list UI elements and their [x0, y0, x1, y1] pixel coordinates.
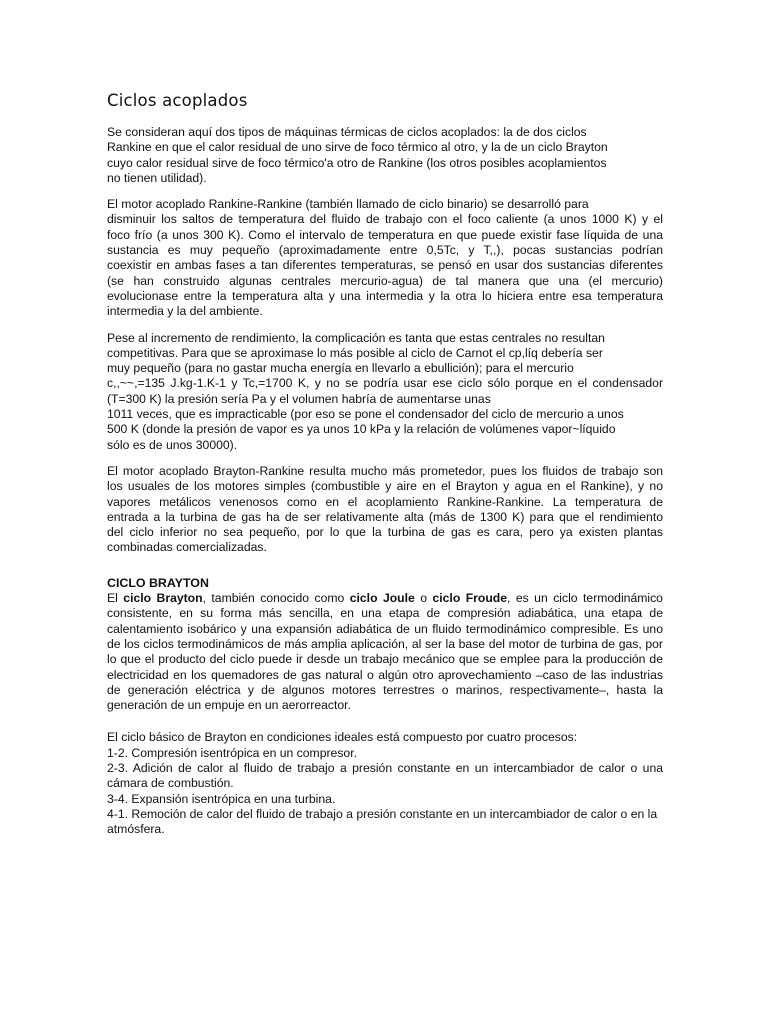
bold-term: ciclo Brayton: [123, 591, 203, 606]
text-line: El motor acoplado Brayton-Rankine resulta mucho más prometedor, pues los fluidos de trabajo son: [107, 463, 663, 478]
text-line: 1011 veces, que es impracticable (por eso se pone el condensador del ciclo de mercurio a unos: [107, 407, 624, 422]
paragraph-procesos: [107, 730, 663, 837]
paragraph-intro: [107, 125, 663, 186]
text-line: coexistir en ambas fases a tan diferentes temperaturas, se pensó en usar dos sustancias diferentes: [107, 258, 663, 273]
text-line: Pese al incremento de rendimiento, la complicación es tanta que estas centrales no resultan: [107, 330, 605, 345]
text-line: entrada a la turbina de gas ha de ser relativamente alta (más de 1300 K) para que el rendimiento: [107, 509, 663, 524]
list-item: 4-1. Remoción de calor del fluido de trabajo a presión constante en un intercambiador de calor o en la atmósfera.: [107, 806, 658, 837]
bold-term: ciclo Joule: [349, 591, 415, 606]
paragraph-brayton-rankine: [107, 464, 663, 556]
paragraph-rendimiento: [107, 331, 663, 453]
text-line: El motor acoplado Rankine-Rankine (también llamado de ciclo binario) se desarrolló para: [107, 197, 589, 212]
text-run: , también conocido como: [202, 591, 350, 606]
text-line: intermedia y la del ambiente.: [107, 304, 263, 319]
text-line: (se han construido algunas centrales mercurio-agua) de tal manera que una (el mercurio): [107, 273, 663, 288]
text-line: (T=300 K) la presión sería Pa y el volumen habría de aumentarse unas: [107, 391, 491, 406]
text-line: los usuales de los motores simples (combustible y aire en el Brayton y agua en el Rankine), y no: [107, 479, 663, 494]
text-line: evolucionase entre la temperatura alta y una intermedia y la otra lo hiciera entre esa temperatura: [107, 288, 663, 303]
text-line: disminuir los saltos de temperatura del fluido de trabajo con el foco caliente (a unos 1000 K) y el: [107, 212, 663, 227]
list-intro: El ciclo básico de Brayton en condiciones ideales está compuesto por cuatro procesos:: [107, 730, 578, 745]
list-item: 3-4. Expansión isentrópica en una turbina.: [107, 791, 336, 806]
text-run: , es un ciclo termodinámico consistente, en su forma más sencilla, en una etapa de compresión adiabática, una etapa de calentamiento isobárico y una expansión adiabática de un fluido termodinámico compresible. Es uno de los ciclos termodinámicos de más amplia aplicación, al ser la base del motor de turbina de gas, por lo que el producto del ciclo puede ir desde un trabajo mecánico que se emplee para la producción de electricidad en los quemadores de gas natural o algún otro aprovechamiento –caso de las industrias de generación eléctrica y de algunos motores terrestres o marinos, respectivamente–, hasta la generación de un empuje en un aerorreactor.: [107, 591, 663, 713]
text-line: 500 K (donde la presión de vapor es ya unos 10 kPa y la relación de volúmenes vapor~líquido: [107, 422, 616, 437]
text-run: El: [107, 591, 124, 606]
text-line: combinadas comercializadas.: [107, 540, 267, 555]
text-line: del ciclo inferior no sea pequeño, por lo que la turbina de gas es cara, pero ya existen plantas: [107, 525, 663, 540]
text-line: sustancia es muy pequeño (aproximadamente entre 0,5Tc, y T,,), pocas sustancias podrían: [107, 243, 663, 258]
text-line: no tienen utilidad).: [107, 170, 207, 185]
text-line: vapores metálicos venenosos como en el acoplamiento Rankine-Rankine. La temperatura de: [107, 494, 663, 509]
text-line: muy pequeño (para no gastar mucha energía en llevarlo a ebullición); para el mercurio: [107, 361, 574, 376]
text-line: c,,~~,=135 J.kg-1.K-1 y Tc,=1700 K, y no se podría usar ese ciclo sólo porque en el condensador: [107, 376, 663, 391]
bold-term: ciclo Froude: [432, 591, 508, 606]
text-line: Rankine en que el calor residual de uno sirve de foco térmico al otro, y la de un ciclo Brayton: [107, 140, 608, 155]
text-line: sólo es de unos 30000).: [107, 437, 238, 452]
list-item: 2-3. Adición de calor al fluido de trabajo a presión constante en un intercambiador de calor o una cámara de combustión.: [107, 760, 663, 791]
document-body: [107, 125, 663, 848]
text-line: foco frío (a unos 300 K). Como el intervalo de temperatura en que puede existir fase líquida de una: [107, 227, 663, 242]
paragraph-ciclo-brayton: [107, 591, 663, 713]
text-line: Se consideran aquí dos tipos de máquinas térmicas de ciclos acoplados: la de dos ciclos: [107, 125, 587, 139]
page-title: Ciclos acoplados: [107, 91, 248, 110]
text-line: cuyo calor residual sirve de foco térmico'a otro de Rankine (los otros posibles acoplamientos: [107, 155, 607, 170]
paragraph-rankine-rankine: [107, 197, 663, 319]
text-line: competitivas. Para que se aproximase lo más posible al ciclo de Carnot el cp,líq debería ser: [107, 345, 603, 360]
text-run: o: [414, 591, 433, 606]
section-heading: CICLO BRAYTON: [107, 575, 209, 590]
list-item: 1-2. Compresión isentrópica en un compresor.: [107, 745, 357, 760]
